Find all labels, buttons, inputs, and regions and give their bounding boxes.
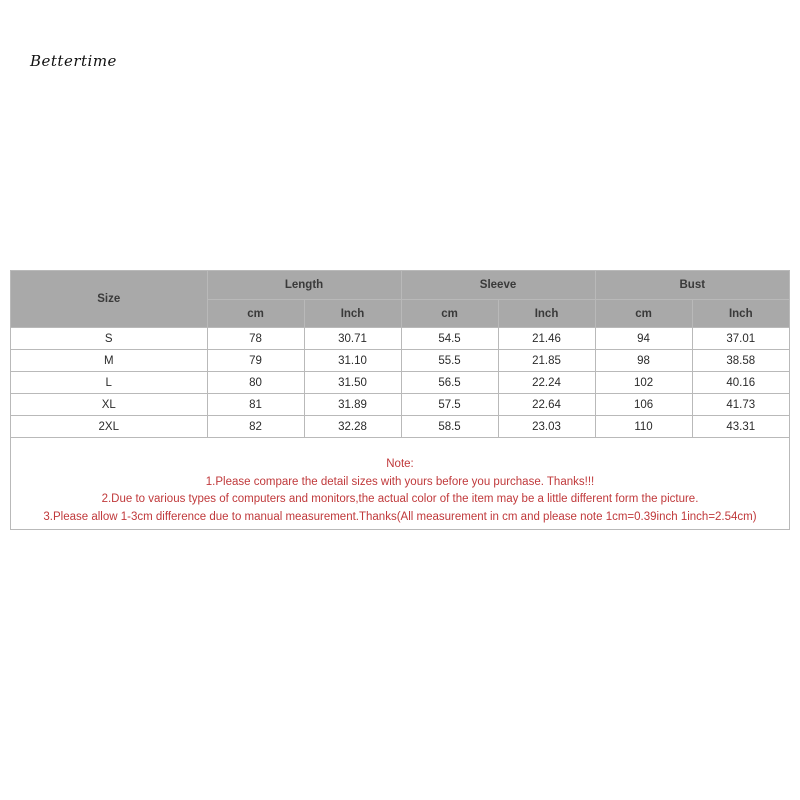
table-cell: 55.5	[401, 350, 498, 372]
table-cell: 22.64	[498, 394, 595, 416]
table-cell: 58.5	[401, 416, 498, 438]
table-row	[11, 394, 789, 416]
table-cell: 21.46	[498, 328, 595, 350]
table-cell: 21.85	[498, 350, 595, 372]
table-cell: 31.10	[304, 350, 401, 372]
table-cell: 94	[595, 328, 692, 350]
notes-section	[11, 438, 789, 526]
note-item: 2.Due to various types of computers and monitors,the actual color of the item may be a little different form the picture.	[101, 493, 699, 505]
table-cell: 23.03	[498, 416, 595, 438]
table-cell: 82	[207, 416, 304, 438]
brand-name: Bettertime	[30, 52, 117, 70]
table-cell: 32.28	[304, 416, 401, 438]
unit-header: cm	[207, 300, 304, 328]
table-row	[11, 350, 789, 372]
unit-header: Inch	[304, 300, 401, 328]
table-cell: 80	[207, 372, 304, 394]
table-cell: 106	[595, 394, 692, 416]
note-item: 3.Please allow 1-3cm difference due to manual measurement.Thanks(All measurement in cm and please note 1cm=0.39inch 1inch=2.54cm)	[43, 510, 757, 523]
size-table	[11, 271, 789, 438]
table-cell: 41.73	[692, 394, 789, 416]
table-cell: 38.58	[692, 350, 789, 372]
table-row	[11, 416, 789, 438]
table-cell: 22.24	[498, 372, 595, 394]
table-cell: 57.5	[401, 394, 498, 416]
size-label: S	[11, 328, 207, 350]
table-cell: 40.16	[692, 372, 789, 394]
table-cell: 56.5	[401, 372, 498, 394]
table-row	[11, 328, 789, 350]
table-row	[11, 372, 789, 394]
table-cell: 110	[595, 416, 692, 438]
table-cell: 31.89	[304, 394, 401, 416]
size-label: L	[11, 372, 207, 394]
table-cell: 54.5	[401, 328, 498, 350]
length-group-header: Length	[207, 271, 401, 300]
unit-header: cm	[595, 300, 692, 328]
note-item: 1.Please compare the detail sizes with yours before you purchase. Thanks!!!	[205, 475, 595, 488]
table-cell: 30.71	[304, 328, 401, 350]
table-cell: 81	[207, 394, 304, 416]
unit-header: Inch	[498, 300, 595, 328]
note-title: Note:	[386, 458, 414, 470]
table-cell: 37.01	[692, 328, 789, 350]
table-cell: 31.50	[304, 372, 401, 394]
table-cell: 98	[595, 350, 692, 372]
unit-header: cm	[401, 300, 498, 328]
size-label: M	[11, 350, 207, 372]
table-cell: 79	[207, 350, 304, 372]
bust-group-header: Bust	[595, 271, 789, 300]
table-cell: 78	[207, 328, 304, 350]
size-chart	[10, 270, 790, 530]
sleeve-group-header: Sleeve	[401, 271, 595, 300]
size-label: 2XL	[11, 416, 207, 438]
size-column-header: Size	[11, 271, 207, 328]
table-cell: 43.31	[692, 416, 789, 438]
unit-header: Inch	[692, 300, 789, 328]
size-label: XL	[11, 394, 207, 416]
table-cell: 102	[595, 372, 692, 394]
